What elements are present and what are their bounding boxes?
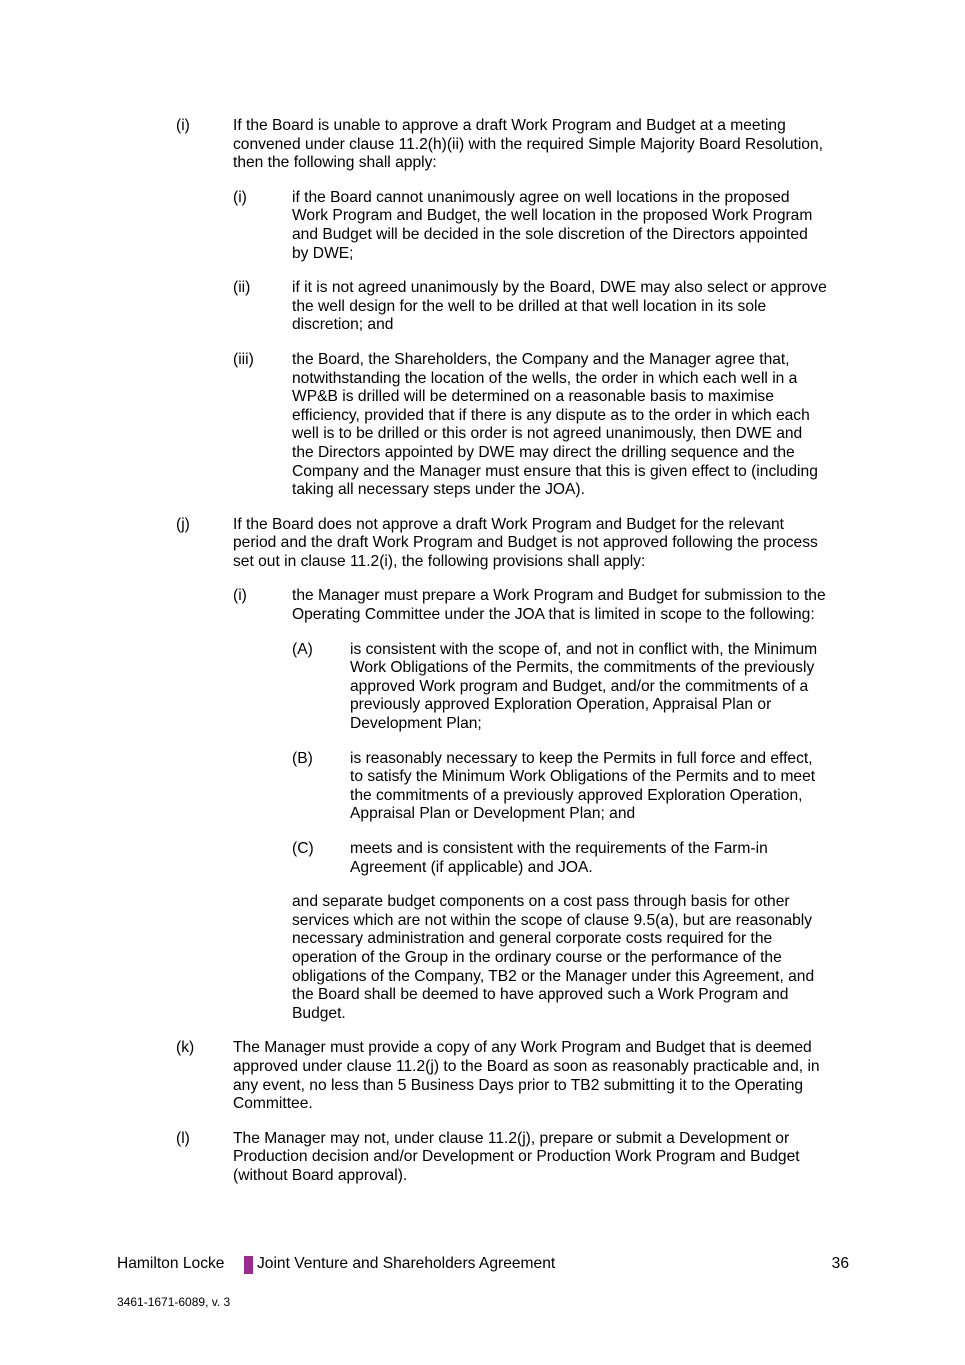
item-label: (B) <box>292 749 313 767</box>
subclause-text: if the Board cannot unanimously agree on well locations in the proposed Work Program and Budget, the well location in the proposed Work Program and Budget will be decided in the sole discretion of the Directors appointed by DWE; <box>292 188 813 262</box>
footer-accent-bar <box>244 1256 253 1274</box>
subclause-label: (i) <box>233 188 247 206</box>
subclause-text: the Board, the Shareholders, the Company and the Manager agree that, notwithstanding the location of the wells, the order in which each well in a WP&B is drilled will be determined on a reasonable basis to maximise efficiency, provided that if there is any dispute as to the order in which each well is to be drilled or this order is not agreed unanimously, then DWE and the Directors appointed by DWE may direct the drilling sequence and the Company and the Manager must ensure that this is given effect to (including taking all necessary steps under the JOA). <box>292 350 818 499</box>
item-text: is consistent with the scope of, and not in conflict with, the Minimum Work Obligations of the Permits, the commitments of the previously approved Work program and Budget, and/or the commitments of a previously approved Exploration Operation, Appraisal Plan or Development Plan; <box>350 640 818 733</box>
clause-text: The Manager must provide a copy of any Work Program and Budget that is deemed approved under clause 11.2(j) to the Board as soon as reasonably practicable and, in any event, no less than 5 Business Days prior to TB2 submitting it to the Operating Committee. <box>233 1039 820 1113</box>
clause-j <box>0 516 965 572</box>
item-text: meets and is consistent with the requirements of the Farm-in Agreement (if applicable) and JOA. <box>350 840 768 876</box>
clause-text: If the Board is unable to approve a draft Work Program and Budget at a meeting convened under clause 11.2(h)(ii) with the required Simple Majority Board Resolution, then the following shall apply: <box>233 117 823 172</box>
subclause-label: (ii) <box>233 279 251 297</box>
subclause-label: (iii) <box>233 350 254 368</box>
clause-text: If the Board does not approve a draft Work Program and Budget for the relevant period and the draft Work Program and Budget is not approved following the process set out in clause 11.2(i), the following provisions shall apply: <box>233 515 818 570</box>
footer-document-title: Joint Venture and Shareholders Agreement <box>257 1255 556 1272</box>
footer-firm-name: Hamilton Locke <box>117 1255 225 1272</box>
page-number: 36 <box>831 1255 849 1272</box>
subclause-text: if it is not agreed unanimously by the Board, DWE may also select or approve the well design for the well to be drilled at that well location in its sole discretion; and <box>292 279 827 334</box>
document-id: 3461-1671-6089, v. 3 <box>117 1295 231 1309</box>
subclause-i-iii <box>0 351 965 500</box>
clause-k <box>0 1039 965 1113</box>
subclause-i-i <box>0 189 965 263</box>
clause-label: (l) <box>176 1129 190 1147</box>
subclause-j-i-trailer: and separate budget components on a cost pass through basis for other services which are not within the scope of clause 9.5(a), but are reasonably necessary administration and general corporate costs required for the operation of the Group in the ordinary course or the performance of the obligations of the Company, TB2 or the Manager under this Agreement, and the Board shall be deemed to have approved such a Work Program and Budget. <box>292 893 815 1022</box>
subclause-text: the Manager must prepare a Work Program and Budget for submission to the Operating Committee under the JOA that is limited in scope to the following: <box>292 587 826 624</box>
subclause-i-ii <box>0 279 965 335</box>
item-label: (C) <box>292 840 314 857</box>
item-j-i-B <box>0 750 965 824</box>
clause-label: (j) <box>176 515 190 533</box>
document-body <box>0 117 965 1202</box>
subclause-j-i <box>0 587 965 624</box>
page-footer <box>117 1255 849 1275</box>
item-text: is reasonably necessary to keep the Permits in full force and effect, to satisfy the Minimum Work Obligations of the Permits and to meet the commitments of a previously approved Exploration Operation, Appraisal Plan or Development Plan; and <box>350 749 816 823</box>
clause-i <box>0 117 965 173</box>
item-j-i-C <box>0 840 965 877</box>
clause-label: (i) <box>176 117 190 134</box>
clause-label: (k) <box>176 1039 195 1057</box>
item-label: (A) <box>292 640 313 658</box>
clause-l <box>0 1130 965 1186</box>
item-j-i-A <box>0 641 965 734</box>
subclause-label: (i) <box>233 587 247 605</box>
clause-text: The Manager may not, under clause 11.2(j), prepare or submit a Development or Production decision and/or Development or Production Work Program and Budget (without Board approval). <box>233 1129 800 1184</box>
